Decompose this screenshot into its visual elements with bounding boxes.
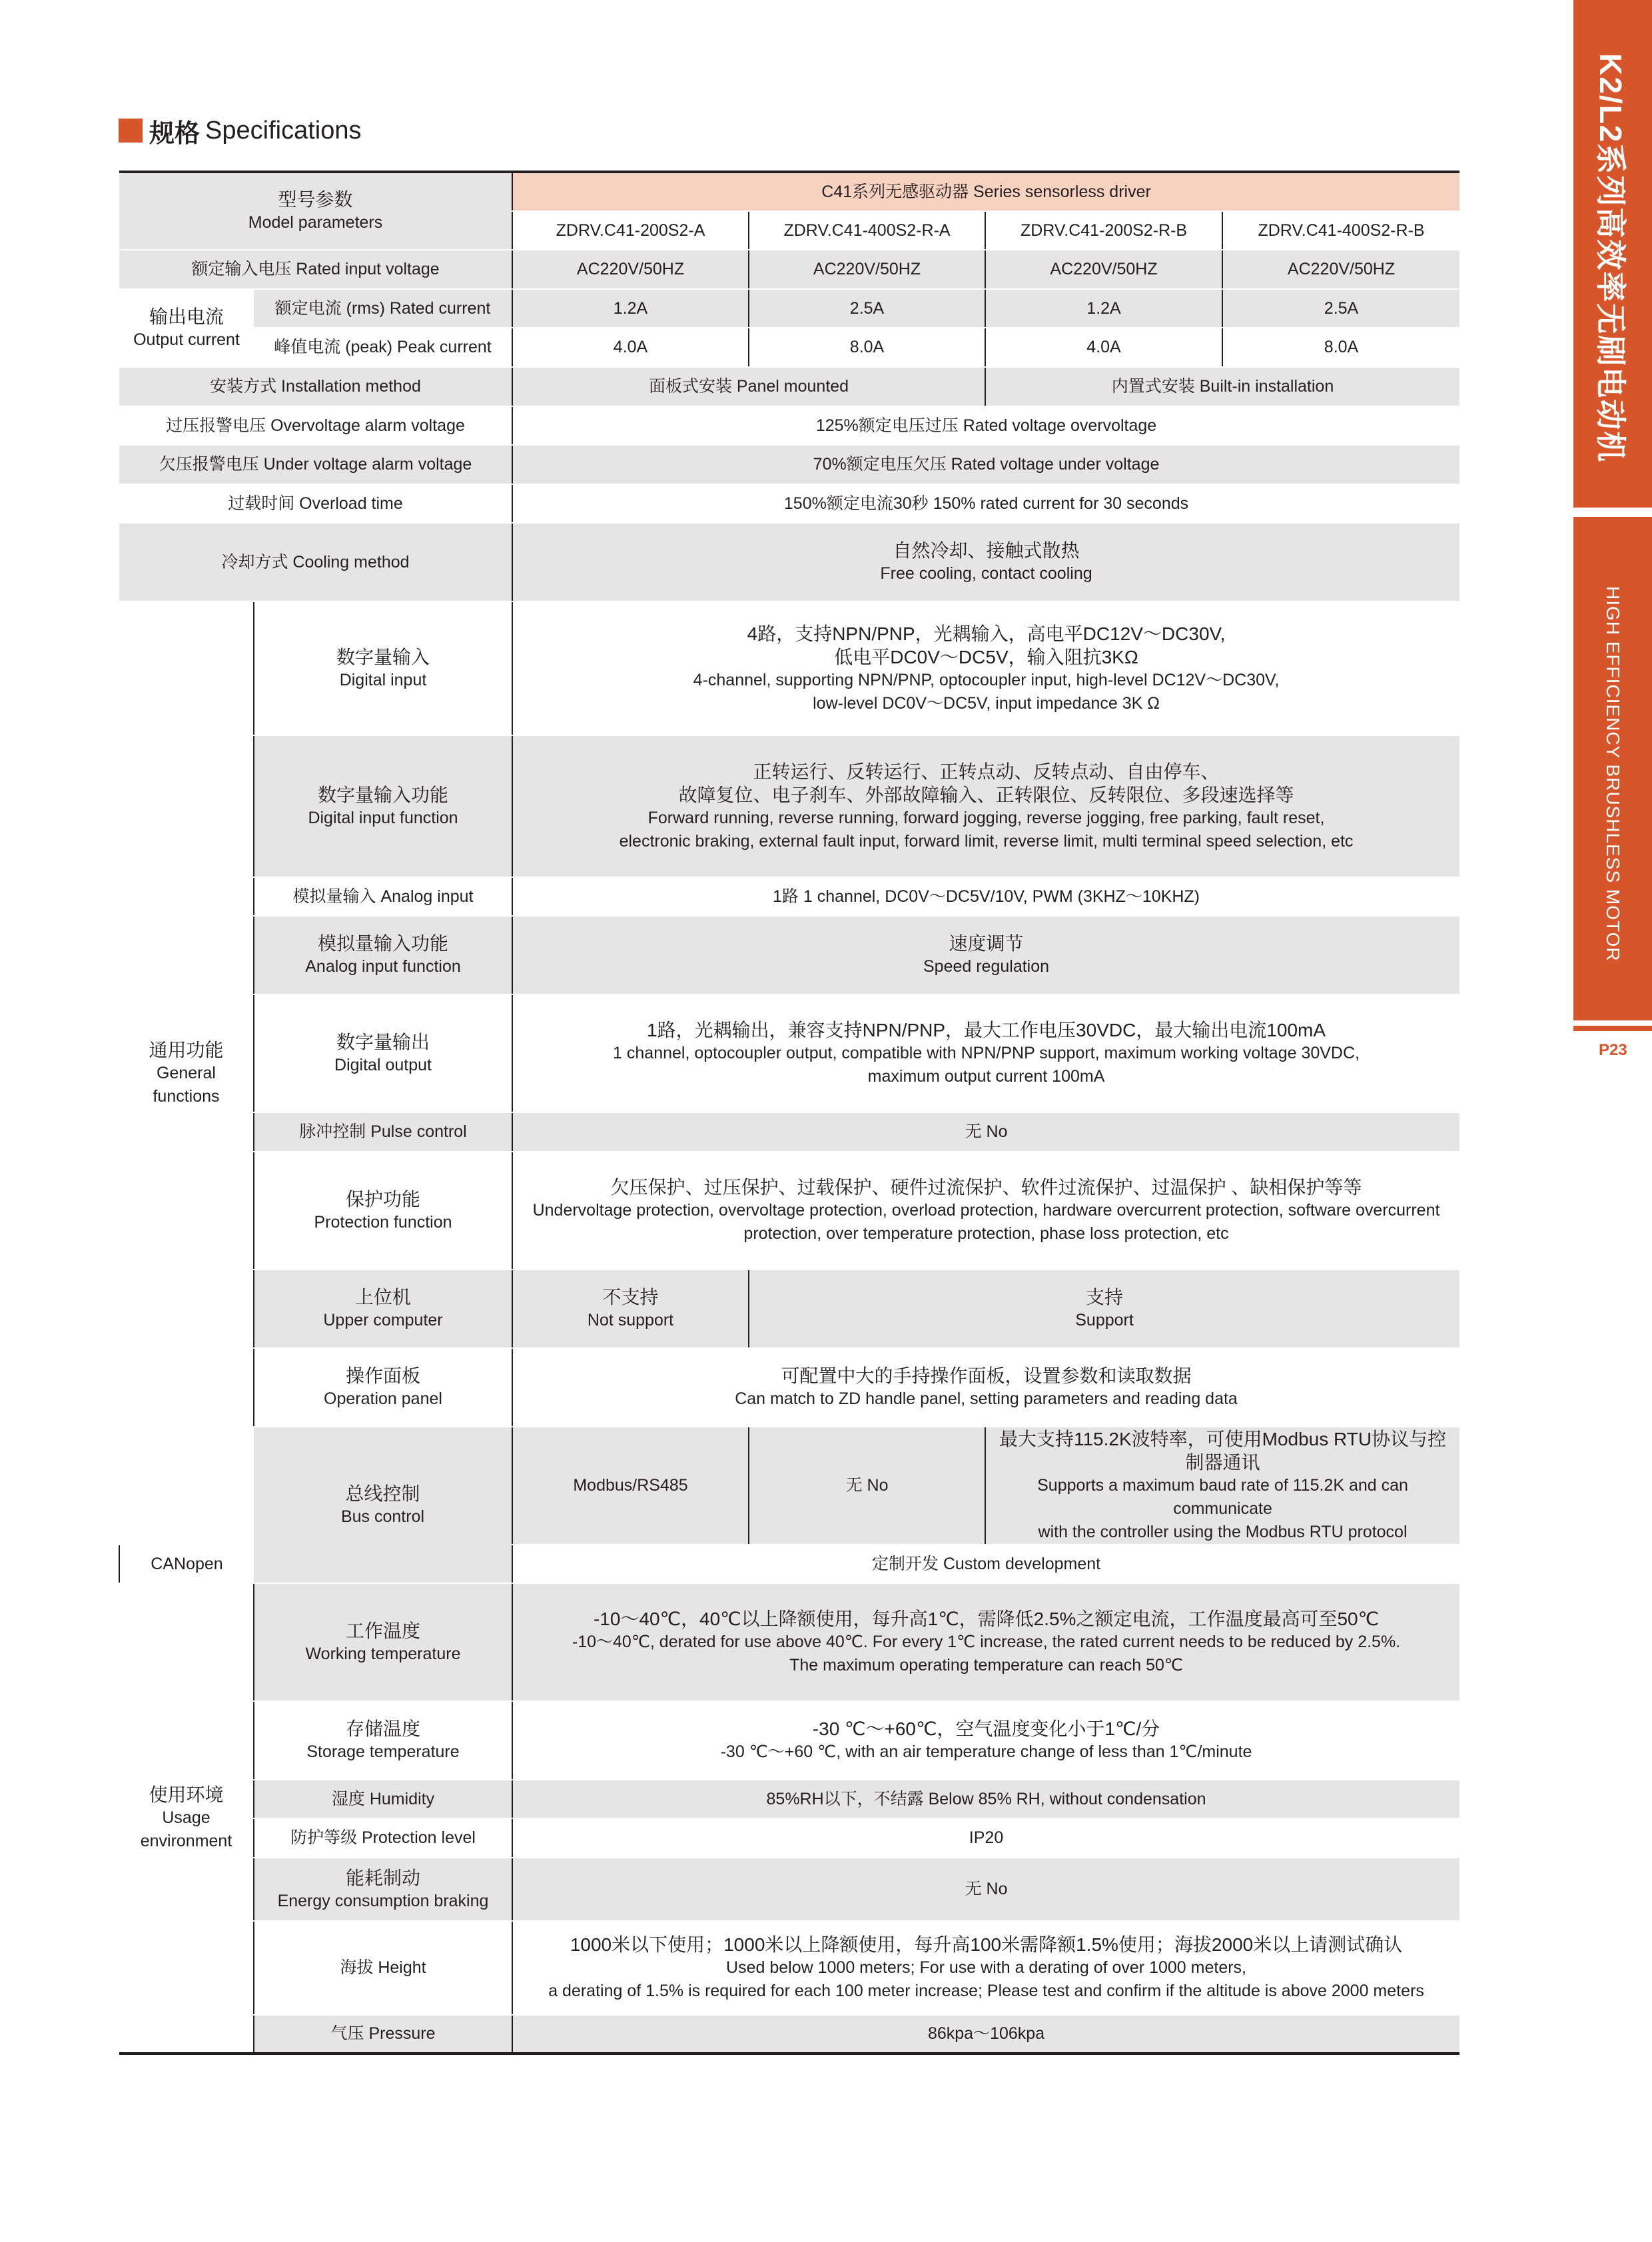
output-current-group: 输出电流 Output current — [119, 289, 254, 367]
rated-input-label: 额定输入电压 Rated input voltage — [119, 250, 512, 289]
modbus-label: Modbus/RS485 — [512, 1427, 749, 1545]
cell: 8.0A — [1222, 328, 1459, 367]
table-row — [119, 1270, 1459, 1348]
cell: 最大支持115.2K波特率，可使用Modbus RTU协议与控制器通讯 Supports a maximum baud rate of 115.2K and can communicate with the controller using the Modbus RTU protocol — [985, 1427, 1459, 1545]
cell: 欠压保护、过压保护、过载保护、硬件过流保护、软件过流保护、过温保护 、缺相保护等等 Undervoltage protection, overvoltage protection, overload protection, hardware overcurrent protection, software overcurrent protection, over temperature protection, phase loss protection, etc — [512, 1152, 1459, 1270]
model-params-header: 型号参数 Model parameters — [119, 172, 512, 250]
cell: 不支持 Not support — [512, 1270, 749, 1348]
cell: -10～40℃，40℃以上降额使用，每升高1℃，需降低2.5%之额定电流，工作温度最高可至50℃ -10～40℃, derated for use above 40℃. For every 1℃ increase, the rated current needs to be reduced by 2.5%. The maximum operating temperature can reach 50℃ — [512, 1583, 1459, 1701]
table-row — [119, 484, 1459, 523]
cell: -30 ℃～+60℃，空气温度变化小于1℃/分 -30 ℃～+60 ℃, with an air temperature change of less than 1℃/minute — [512, 1701, 1459, 1780]
table-row — [119, 735, 1459, 877]
table-row — [119, 1818, 1459, 1858]
storage-temp-label: 存储温度 Storage temperature — [254, 1701, 512, 1780]
cell: AC220V/50HZ — [749, 250, 985, 289]
table-row — [119, 1780, 1459, 1818]
spec-table — [119, 171, 1459, 2055]
table-row — [119, 1427, 1459, 1545]
cell: 1路，光耦输出，兼容支持NPN/PNP，最大工作电压30VDC，最大输出电流100mA 1 channel, optocoupler output, compatible with NPN/PNP support, maximum working voltage 30VDC, maximum output current 100mA — [512, 994, 1459, 1112]
table-row — [119, 2015, 1459, 2054]
page-number: P23 — [1599, 1041, 1627, 1059]
heading-zh: 规格 — [149, 119, 201, 148]
digital-input-label: 数字量输入 Digital input — [254, 601, 512, 735]
analog-input-function-label: 模拟量输入功能 Analog input function — [254, 916, 512, 994]
protection-level-label: 防护等级 Protection level — [254, 1818, 512, 1858]
protection-label: 保护功能 Protection function — [254, 1152, 512, 1270]
cell: 8.0A — [749, 328, 985, 367]
general-functions-group: 通用功能 General functions — [119, 601, 254, 1545]
cell: AC220V/50HZ — [1222, 250, 1459, 289]
cell: 自然冷却、接触式散热 Free cooling, contact cooling — [512, 523, 1459, 601]
cell: 2.5A — [1222, 289, 1459, 328]
table-row — [119, 367, 1459, 406]
category-label: HIGH EFFICIENCY BRUSHLESS MOTOR — [1603, 586, 1623, 962]
cell: 可配置中大的手持操作面板，设置参数和读取数据 Can match to ZD handle panel, setting parameters and reading data — [512, 1348, 1459, 1427]
series-title: K2/L2系列高效率无刷电动机 — [1593, 53, 1628, 464]
cell: 1000米以下使用；1000米以上降额使用，每升高100米需降额1.5%使用；海拔2000米以上请测试确认 Used below 1000 meters; For use with a derating of over 1000 meters, a derating of 1.5% is required for each 100 meter increase; Please test and confirm if the altitude is above 2000 meters — [512, 1921, 1459, 2015]
digital-output-label: 数字量输出 Digital output — [254, 994, 512, 1112]
model-1: ZDRV.C41-200S2-A — [512, 211, 749, 250]
cell: 125%额定电压过压 Rated voltage overvoltage — [512, 406, 1459, 445]
table-row — [119, 1152, 1459, 1270]
table-row — [119, 172, 1459, 211]
cell: 85%RH以下，不结露 Below 85% RH, without condensation — [512, 1780, 1459, 1818]
table-row — [119, 1583, 1459, 1701]
rated-current-label: 额定电流 (rms) Rated current — [254, 289, 512, 328]
model-2: ZDRV.C41-400S2-R-A — [749, 211, 985, 250]
cell: 1.2A — [985, 289, 1222, 328]
table-row — [119, 994, 1459, 1112]
side-band-top — [1573, 0, 1652, 508]
cell: 面板式安装 Panel mounted — [512, 367, 985, 406]
undervoltage-label: 欠压报警电压 Under voltage alarm voltage — [119, 445, 512, 484]
table-row — [119, 601, 1459, 735]
table-row — [119, 1701, 1459, 1780]
installation-label: 安装方式 Installation method — [119, 367, 512, 406]
cell: 1路 1 channel, DC0V～DC5V/10V, PWM (3KHZ～10KHZ) — [512, 877, 1459, 916]
operation-panel-label: 操作面板 Operation panel — [254, 1348, 512, 1427]
cell: 4.0A — [985, 328, 1222, 367]
overload-label: 过载时间 Overload time — [119, 484, 512, 523]
cooling-label: 冷却方式 Cooling method — [119, 523, 512, 601]
cell: IP20 — [512, 1818, 1459, 1858]
cell: 无 No — [512, 1858, 1459, 1921]
cell: 无 No — [749, 1427, 985, 1545]
table-row — [119, 1348, 1459, 1427]
usage-environment-group: 使用环境 Usage environment — [119, 1583, 254, 2054]
cell: 86kpa～106kpa — [512, 2015, 1459, 2054]
table-row — [119, 1112, 1459, 1152]
model-4: ZDRV.C41-400S2-R-B — [1222, 211, 1459, 250]
table-row — [119, 406, 1459, 445]
table-row — [119, 445, 1459, 484]
series-header: C41系列无感驱动器 Series sensorless driver — [512, 172, 1459, 211]
table-row — [119, 877, 1459, 916]
heading-en: Specifications — [205, 116, 362, 145]
pressure-label: 气压 Pressure — [254, 2015, 512, 2054]
cell: AC220V/50HZ — [985, 250, 1222, 289]
table-row — [119, 1858, 1459, 1921]
table-row — [119, 916, 1459, 994]
table-row — [119, 523, 1459, 601]
side-band-divider — [1573, 1026, 1652, 1031]
analog-input-label: 模拟量输入 Analog input — [254, 877, 512, 916]
overvoltage-label: 过压报警电压 Overvoltage alarm voltage — [119, 406, 512, 445]
cell: 支持 Support — [749, 1270, 1459, 1348]
working-temp-label: 工作温度 Working temperature — [254, 1583, 512, 1701]
table-row — [119, 250, 1459, 289]
energy-braking-label: 能耗制动 Energy consumption braking — [254, 1858, 512, 1921]
humidity-label: 湿度 Humidity — [254, 1780, 512, 1818]
cell: 内置式安装 Built-in installation — [985, 367, 1459, 406]
cell: 70%额定电压欠压 Rated voltage under voltage — [512, 445, 1459, 484]
cell: AC220V/50HZ — [512, 250, 749, 289]
cell: 150%额定电流30秒 150% rated current for 30 seconds — [512, 484, 1459, 523]
model-3: ZDRV.C41-200S2-R-B — [985, 211, 1222, 250]
cell: 无 No — [512, 1112, 1459, 1152]
cell: 速度调节 Speed regulation — [512, 916, 1459, 994]
heading-square-icon — [119, 119, 143, 143]
cell: 4路，支持NPN/PNP，光耦输入，高电平DC12V～DC30V, 低电平DC0V～DC5V，输入阻抗3KΩ 4-channel, supporting NPN/PNP, optocoupler input, high-level DC12V～DC30V, low-level DC0V～DC5V, input impedance 3K Ω — [512, 601, 1459, 735]
cell: 2.5A — [749, 289, 985, 328]
section-heading — [119, 115, 361, 147]
side-band-category — [1573, 517, 1652, 1020]
cell: 4.0A — [512, 328, 749, 367]
canopen-label: CANopen — [119, 1545, 254, 1583]
peak-current-label: 峰值电流 (peak) Peak current — [254, 328, 512, 367]
cell: 正转运行、反转运行、正转点动、反转点动、自由停车、 故障复位、电子刹车、外部故障输入、正转限位、反转限位、多段速选择等 Forward running, reverse running, forward jogging, reverse jogging, free parking, fault reset, electronic braking, external fault input, forward limit, reverse limit, multi terminal speed selection, etc — [512, 735, 1459, 877]
digital-input-function-label: 数字量输入功能 Digital input function — [254, 735, 512, 877]
pulse-control-label: 脉冲控制 Pulse control — [254, 1112, 512, 1152]
cell: 定制开发 Custom development — [512, 1545, 1459, 1583]
table-row — [119, 328, 1459, 367]
bus-control-group: 总线控制 Bus control — [254, 1427, 512, 1583]
height-label: 海拔 Height — [254, 1921, 512, 2015]
cell: 1.2A — [512, 289, 749, 328]
table-row — [119, 289, 1459, 328]
upper-computer-label: 上位机 Upper computer — [254, 1270, 512, 1348]
table-row — [119, 1921, 1459, 2015]
